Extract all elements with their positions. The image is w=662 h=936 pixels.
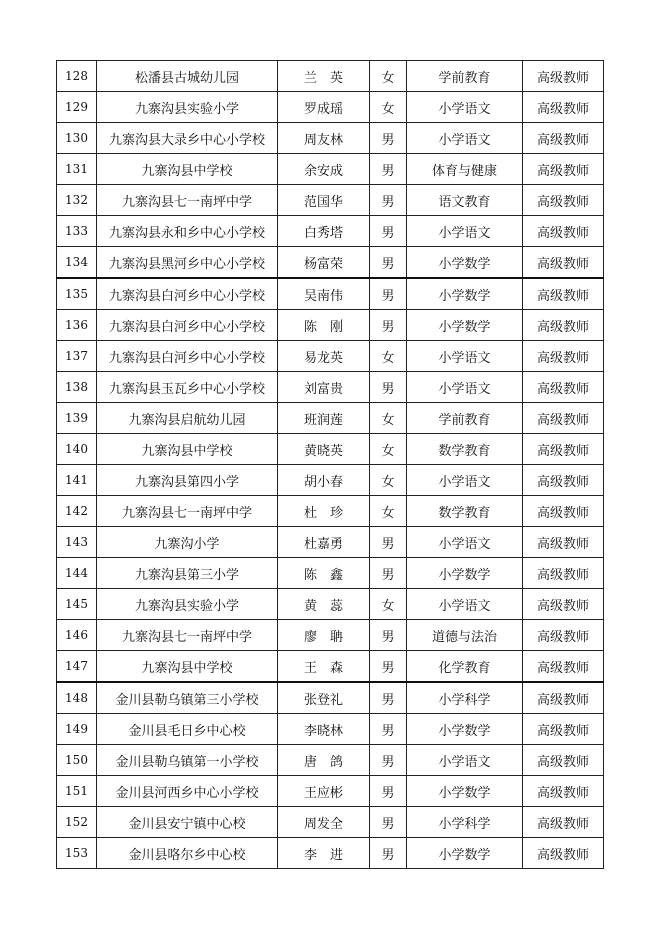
subject-cell: 数学教育	[407, 496, 523, 527]
teacher-name-cell: 李 进	[278, 838, 370, 869]
subject-cell: 小学数学	[407, 278, 523, 310]
school-name-cell: 九寨沟县第三小学	[97, 558, 278, 589]
professional-title-cell: 高级教师	[523, 558, 604, 589]
teacher-name-cell: 陈 鑫	[278, 558, 370, 589]
subject-cell: 数学教育	[407, 434, 523, 465]
professional-title-cell: 高级教师	[523, 310, 604, 341]
teacher-sex-cell: 男	[370, 682, 407, 714]
teacher-table	[56, 60, 604, 869]
table-row	[57, 372, 604, 403]
teacher-sex-cell: 男	[370, 372, 407, 403]
row-number-cell: 139	[57, 403, 97, 434]
row-number-cell: 137	[57, 341, 97, 372]
school-name-cell: 九寨沟县白河乡中心小学校	[97, 310, 278, 341]
professional-title-cell: 高级教师	[523, 92, 604, 123]
table-row	[57, 838, 604, 869]
teacher-name-cell: 廖 聃	[278, 620, 370, 651]
row-number-cell: 143	[57, 527, 97, 558]
teacher-sex-cell: 女	[370, 61, 407, 92]
professional-title-cell: 高级教师	[523, 278, 604, 310]
row-number-cell: 150	[57, 745, 97, 776]
table-row	[57, 434, 604, 465]
teacher-sex-cell: 女	[370, 465, 407, 496]
table-row	[57, 341, 604, 372]
school-name-cell: 九寨沟县中学校	[97, 154, 278, 185]
professional-title-cell: 高级教师	[523, 651, 604, 683]
school-name-cell: 九寨沟县中学校	[97, 651, 278, 683]
table-row	[57, 682, 604, 714]
table-row	[57, 92, 604, 123]
subject-cell: 小学语文	[407, 372, 523, 403]
school-name-cell: 九寨沟县启航幼儿园	[97, 403, 278, 434]
teacher-sex-cell: 男	[370, 154, 407, 185]
subject-cell: 小学科学	[407, 807, 523, 838]
table-row	[57, 589, 604, 620]
subject-cell: 小学语文	[407, 216, 523, 247]
teacher-sex-cell: 女	[370, 403, 407, 434]
school-name-cell: 九寨沟小学	[97, 527, 278, 558]
teacher-sex-cell: 男	[370, 123, 407, 154]
subject-cell: 小学数学	[407, 776, 523, 807]
teacher-name-cell: 班润莲	[278, 403, 370, 434]
subject-cell: 小学语文	[407, 745, 523, 776]
teacher-sex-cell: 男	[370, 558, 407, 589]
row-number-cell: 136	[57, 310, 97, 341]
subject-cell: 语文教育	[407, 185, 523, 216]
teacher-sex-cell: 男	[370, 527, 407, 558]
table-row	[57, 745, 604, 776]
school-name-cell: 金川县勒乌镇第一小学校	[97, 745, 278, 776]
row-number-cell: 148	[57, 682, 97, 714]
table-row	[57, 61, 604, 92]
teacher-name-cell: 罗成瑶	[278, 92, 370, 123]
teacher-name-cell: 王应彬	[278, 776, 370, 807]
subject-cell: 小学科学	[407, 682, 523, 714]
subject-cell: 学前教育	[407, 61, 523, 92]
teacher-sex-cell: 男	[370, 278, 407, 310]
table-row	[57, 558, 604, 589]
subject-cell: 小学语文	[407, 92, 523, 123]
row-number-cell: 147	[57, 651, 97, 683]
school-name-cell: 九寨沟县七一南坪中学	[97, 620, 278, 651]
subject-cell: 小学数学	[407, 838, 523, 869]
table-row	[57, 527, 604, 558]
teacher-sex-cell: 男	[370, 310, 407, 341]
row-number-cell: 152	[57, 807, 97, 838]
row-number-cell: 146	[57, 620, 97, 651]
teacher-name-cell: 李晓林	[278, 714, 370, 745]
professional-title-cell: 高级教师	[523, 247, 604, 279]
professional-title-cell: 高级教师	[523, 496, 604, 527]
professional-title-cell: 高级教师	[523, 123, 604, 154]
row-number-cell: 149	[57, 714, 97, 745]
table-row	[57, 776, 604, 807]
table-row	[57, 278, 604, 310]
teacher-name-cell: 唐 鸽	[278, 745, 370, 776]
professional-title-cell: 高级教师	[523, 216, 604, 247]
school-name-cell: 松潘县古城幼儿园	[97, 61, 278, 92]
teacher-sex-cell: 男	[370, 714, 407, 745]
table-row	[57, 123, 604, 154]
professional-title-cell: 高级教师	[523, 154, 604, 185]
teacher-name-cell: 范国华	[278, 185, 370, 216]
teacher-sex-cell: 女	[370, 589, 407, 620]
table-row	[57, 154, 604, 185]
professional-title-cell: 高级教师	[523, 745, 604, 776]
subject-cell: 体育与健康	[407, 154, 523, 185]
subject-cell: 小学语文	[407, 341, 523, 372]
row-number-cell: 138	[57, 372, 97, 403]
row-number-cell: 131	[57, 154, 97, 185]
subject-cell: 小学语文	[407, 527, 523, 558]
professional-title-cell: 高级教师	[523, 527, 604, 558]
table-row	[57, 714, 604, 745]
row-number-cell: 153	[57, 838, 97, 869]
teacher-name-cell: 兰 英	[278, 61, 370, 92]
teacher-name-cell: 刘富贵	[278, 372, 370, 403]
row-number-cell: 151	[57, 776, 97, 807]
table-row	[57, 620, 604, 651]
teacher-name-cell: 黄晓英	[278, 434, 370, 465]
teacher-sex-cell: 男	[370, 838, 407, 869]
school-name-cell: 九寨沟县实验小学	[97, 589, 278, 620]
professional-title-cell: 高级教师	[523, 807, 604, 838]
subject-cell: 小学语文	[407, 123, 523, 154]
teacher-name-cell: 吴南伟	[278, 278, 370, 310]
professional-title-cell: 高级教师	[523, 682, 604, 714]
row-number-cell: 129	[57, 92, 97, 123]
school-name-cell: 九寨沟县第四小学	[97, 465, 278, 496]
professional-title-cell: 高级教师	[523, 434, 604, 465]
teacher-name-cell: 余安成	[278, 154, 370, 185]
teacher-sex-cell: 男	[370, 216, 407, 247]
teacher-name-cell: 王 森	[278, 651, 370, 683]
table-row	[57, 247, 604, 279]
professional-title-cell: 高级教师	[523, 838, 604, 869]
school-name-cell: 九寨沟县白河乡中心小学校	[97, 341, 278, 372]
row-number-cell: 142	[57, 496, 97, 527]
teacher-sex-cell: 女	[370, 341, 407, 372]
subject-cell: 小学数学	[407, 310, 523, 341]
teacher-name-cell: 杜 珍	[278, 496, 370, 527]
subject-cell: 小学数学	[407, 247, 523, 279]
professional-title-cell: 高级教师	[523, 185, 604, 216]
table-row	[57, 465, 604, 496]
teacher-sex-cell: 男	[370, 651, 407, 683]
professional-title-cell: 高级教师	[523, 465, 604, 496]
school-name-cell: 金川县安宁镇中心校	[97, 807, 278, 838]
teacher-sex-cell: 男	[370, 620, 407, 651]
school-name-cell: 金川县咯尔乡中心校	[97, 838, 278, 869]
teacher-name-cell: 张登礼	[278, 682, 370, 714]
table-row	[57, 651, 604, 683]
row-number-cell: 134	[57, 247, 97, 279]
teacher-name-cell: 易龙英	[278, 341, 370, 372]
school-name-cell: 九寨沟县七一南坪中学	[97, 185, 278, 216]
teacher-name-cell: 杜嘉勇	[278, 527, 370, 558]
school-name-cell: 九寨沟县七一南坪中学	[97, 496, 278, 527]
professional-title-cell: 高级教师	[523, 620, 604, 651]
row-number-cell: 144	[57, 558, 97, 589]
school-name-cell: 九寨沟县永和乡中心小学校	[97, 216, 278, 247]
table-row	[57, 807, 604, 838]
teacher-name-cell: 周发全	[278, 807, 370, 838]
school-name-cell: 九寨沟县玉瓦乡中心小学校	[97, 372, 278, 403]
school-name-cell: 九寨沟县黑河乡中心小学校	[97, 247, 278, 279]
teacher-sex-cell: 女	[370, 92, 407, 123]
teacher-sex-cell: 男	[370, 807, 407, 838]
subject-cell: 小学数学	[407, 558, 523, 589]
teacher-name-cell: 白秀塔	[278, 216, 370, 247]
table-row	[57, 403, 604, 434]
school-name-cell: 九寨沟县大录乡中心小学校	[97, 123, 278, 154]
teacher-name-cell: 杨富荣	[278, 247, 370, 279]
school-name-cell: 九寨沟县白河乡中心小学校	[97, 278, 278, 310]
table-row	[57, 185, 604, 216]
teacher-sex-cell: 女	[370, 496, 407, 527]
school-name-cell: 金川县毛日乡中心校	[97, 714, 278, 745]
table-row	[57, 310, 604, 341]
subject-cell: 小学语文	[407, 589, 523, 620]
subject-cell: 道德与法治	[407, 620, 523, 651]
teacher-sex-cell: 女	[370, 434, 407, 465]
professional-title-cell: 高级教师	[523, 341, 604, 372]
row-number-cell: 128	[57, 61, 97, 92]
professional-title-cell: 高级教师	[523, 776, 604, 807]
table-row	[57, 496, 604, 527]
teacher-sex-cell: 男	[370, 247, 407, 279]
teacher-name-cell: 周友林	[278, 123, 370, 154]
row-number-cell: 140	[57, 434, 97, 465]
row-number-cell: 132	[57, 185, 97, 216]
professional-title-cell: 高级教师	[523, 403, 604, 434]
subject-cell: 化学教育	[407, 651, 523, 683]
teacher-list-page	[56, 60, 604, 869]
table-row	[57, 216, 604, 247]
school-name-cell: 金川县河西乡中心小学校	[97, 776, 278, 807]
teacher-sex-cell: 男	[370, 185, 407, 216]
row-number-cell: 141	[57, 465, 97, 496]
teacher-table-body	[57, 61, 604, 869]
school-name-cell: 九寨沟县实验小学	[97, 92, 278, 123]
subject-cell: 小学语文	[407, 465, 523, 496]
school-name-cell: 金川县勒乌镇第三小学校	[97, 682, 278, 714]
professional-title-cell: 高级教师	[523, 61, 604, 92]
subject-cell: 小学数学	[407, 714, 523, 745]
school-name-cell: 九寨沟县中学校	[97, 434, 278, 465]
teacher-name-cell: 黄 蕊	[278, 589, 370, 620]
row-number-cell: 130	[57, 123, 97, 154]
subject-cell: 学前教育	[407, 403, 523, 434]
professional-title-cell: 高级教师	[523, 589, 604, 620]
row-number-cell: 133	[57, 216, 97, 247]
professional-title-cell: 高级教师	[523, 372, 604, 403]
row-number-cell: 145	[57, 589, 97, 620]
row-number-cell: 135	[57, 278, 97, 310]
professional-title-cell: 高级教师	[523, 714, 604, 745]
teacher-name-cell: 陈 刚	[278, 310, 370, 341]
teacher-sex-cell: 男	[370, 745, 407, 776]
teacher-sex-cell: 男	[370, 776, 407, 807]
teacher-name-cell: 胡小春	[278, 465, 370, 496]
